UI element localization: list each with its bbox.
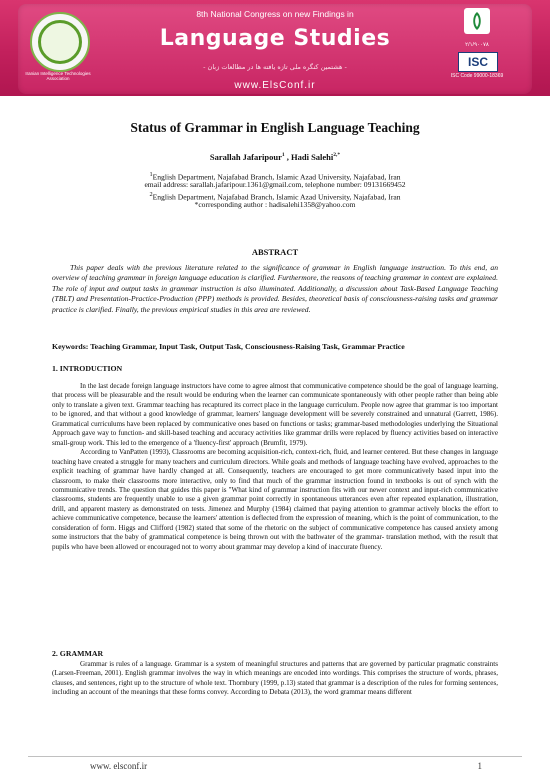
abstract-heading: ABSTRACT [251,247,299,257]
author-name: Hadi Salehi [291,152,334,162]
isc-code: ISC Code 99000-18369 [450,73,504,79]
keywords-line: Keywords: Teaching Grammar, Input Task, Output Task, Consciousness-Raising Task, Grammar Practice [52,342,405,351]
grammar-body [52,660,498,698]
affiliation-superscript: 1 [149,171,153,178]
congress-subtitle: 8th National Congress on new Findings in [196,9,354,19]
author-line [0,152,550,162]
emblem-code: ۲/۱/۹۰۰۷۸ [465,42,489,48]
association-logo-caption: Iranian Intelligence Technologies Association [25,71,91,81]
affiliation-superscript: 2 [149,191,153,198]
introduction-body [52,382,498,552]
affiliation-text: English Department, Najafabad Branch, Islamic Azad University, Najafabad, Iran [152,192,401,202]
conference-banner [0,0,550,96]
author-separator: , [284,152,291,162]
paragraph: Grammar is rules of a language. Grammar is a system of meaningful structures and patterns that are governed by particular pragmatic constraints (Larsen-Freeman, 2001). English grammar involves the way in which meanings are encoded into wordings. This comprises the structure of words, phrases, clauses, and sentences, right up to the structure of whole text. Thornbury (1999, p.13) stated that grammar is a description of the rules for forming sentences, including an account of the meanings that these forms convey. According to Debata (2013), the word grammar means different [52,660,498,697]
abstract-text: This paper deals with the previous literature related to the significance of grammar in English language instruction. To this end, an overview of teaching grammar in foreign language education is clarified. Furthermore, the reasons of teaching grammar in context are explained. The role of input and output tasks in grammar instruction is also illuminated. Additionally, a discussion about Task-Based Language Teaching (TBLT) and Presentation-Practice-Production (PPP) methods is provided. Besides, theoretical basis of consciousness-raising tasks and grammar practice is clarified. Finally, the previous empirical studies in this area are reviewed. [52,263,498,314]
iran-emblem-icon [459,5,495,37]
author-superscript: 1 [281,152,285,159]
section-heading-grammar: 2. GRAMMAR [52,649,104,658]
persian-subtitle: - هشتمین کنگره ملی تازه یافته ها در مطالعات زبان - [203,63,347,71]
affiliation-text: English Department, Najafabad Branch, Islamic Azad University, Najafabad, Iran [152,172,401,182]
affiliation-line [60,180,490,190]
paragraph: In the last decade foreign language instructors have come to agree almost that communicative competence should be the goal of language learning, that process will be pleasurable and the result would be enduring when the learner can communicate spontaneously with other people rather than being able only to translate a given text. Grammar teaching has recaptured its correct place in the language curriculum. People now agree that grammar is too important to be ignored, and that without a good knowledge of grammar, learners' language development will be severely constrained and unnatural (Garrett, 1986). Grammatical curriculums have been replaced by communicative ones based on functions or tasks; grammar-based methodologies underlying the Situational Approach gave way to function- and skill-based teaching and accuracy activities like grammar drills were replaced by fluency activities based on interactive small-group work. This led to the emergence of a 'fluency-first' approach (Brumfit, 1979). [52,382,498,447]
section-heading-introduction: 1. INTRODUCTION [52,364,123,373]
footer-divider [28,756,522,757]
paragraph: According to VanPatten (1993), Classrooms are becoming acquisition-rich, context-rich, fluid, and learner centered. But these changes in language teaching have created a struggle for many teachers and curriculum directors. While goals and methods of language teaching have evolved, approaches to the explicit teaching of grammar have hardly changed at all. Consequently, teachers are encouraged to get more communicatively based input into the classroom, to make their classrooms more interactive, only to find that much of the grammar instruction found in textbooks is out of synch with the communicative trends. The question that guides this paper is "What kind of grammar instruction fits with our newer context and input-rich communicative classrooms, students are frequently unable to use a given grammar point correctly in spontaneous utterances even after repeated explanation, illustration, drill, and apparent mastery as demonstrated on tests. Jimenez and Murphy (1984) claimed that paying attention to grammar actively blocks the effort to achieve communicative competence, because the learners' attention is deflected from the expression of meaning, which is the point of communication, to the consideration of form. Higgs and Clifford (1982) stated that some of the rhetoric on the subject of communicative competence has caused anxiety among some instructors that the baby of grammatical competence is being thrown out with the bathwater of the grammar- translation method, with the result that pupils who have been allowed or encouraged not to worry about grammar may develop a kind of inaccurate fluency. [52,448,498,551]
paper-title: Status of Grammar in English Language Teaching [130,120,420,135]
footer-url: www. elsconf.ir [90,761,148,771]
isc-logo: ISC [458,52,498,72]
affiliation-text: *corresponding author : hadisalehi1358@yahoo.com [194,200,356,209]
conference-title: Language Studies [159,26,391,51]
conference-website: www.ElsConf.ir [234,80,316,91]
page-number: 1 [477,761,482,771]
author-superscript: 2,* [333,152,341,159]
affiliation-line [60,200,490,210]
association-logo-icon [30,12,90,72]
affiliation-text: email address: sarallah.jafaripour.1361@gmail.com, telephone number: 09131669452 [144,180,406,189]
author-name: Sarallah Jafaripour [209,152,282,162]
